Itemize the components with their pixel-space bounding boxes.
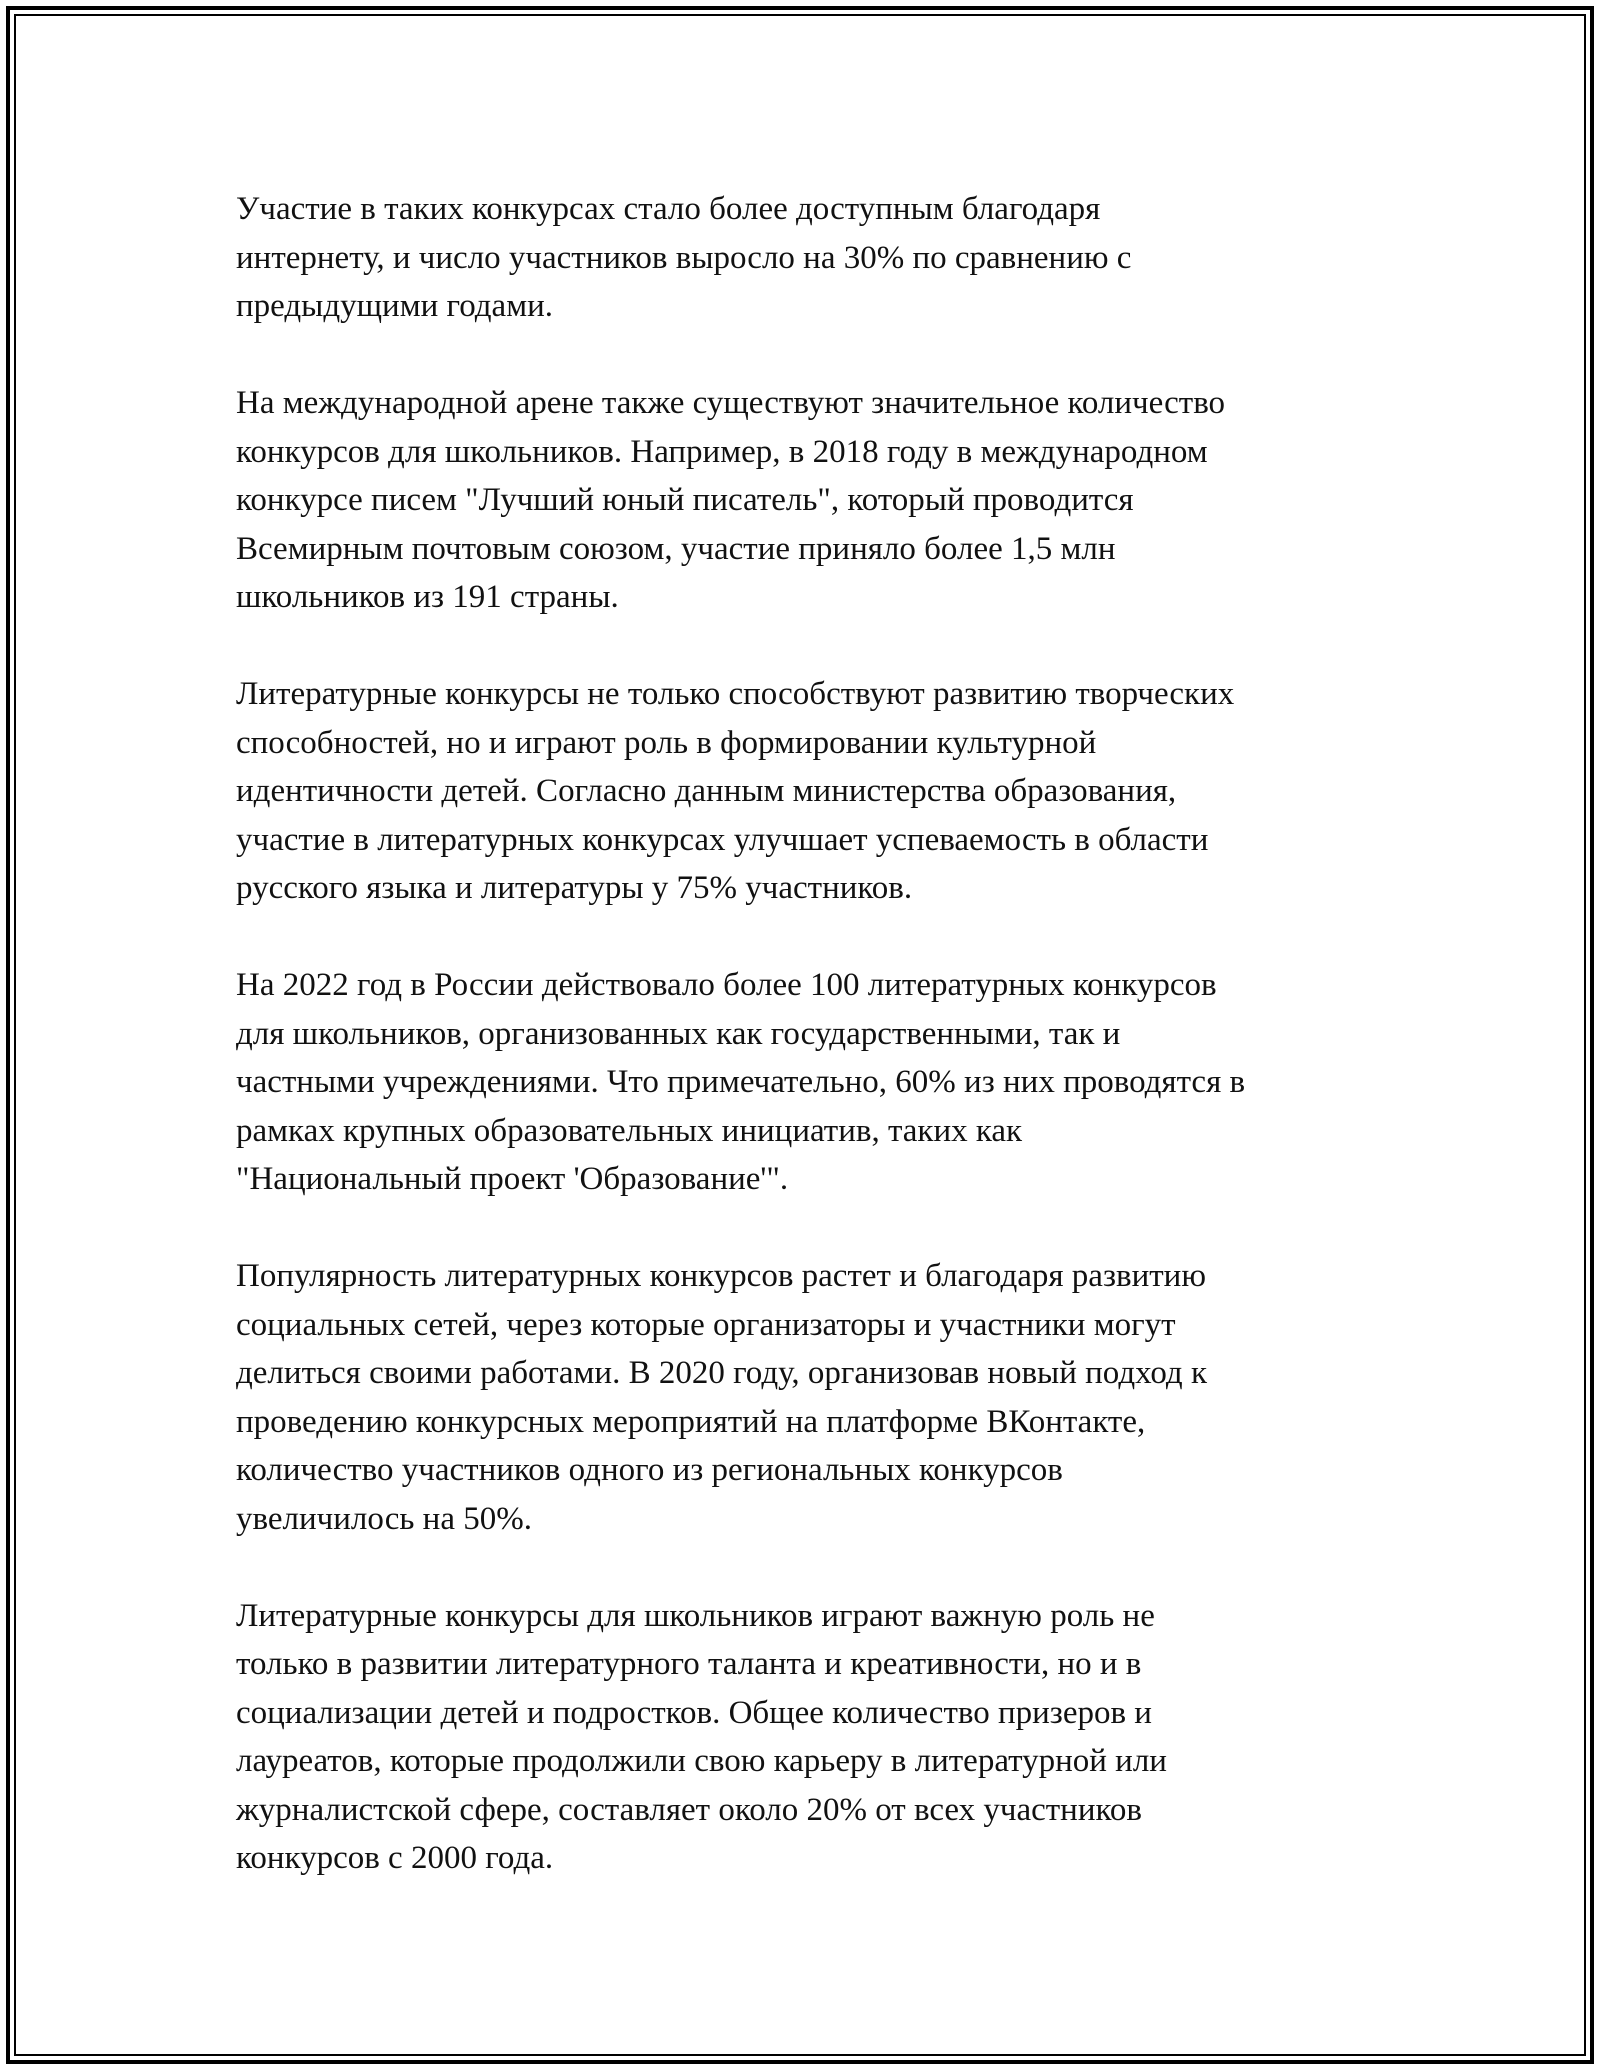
text-line: увеличилось на 50%.	[236, 1500, 532, 1537]
text-line: Литературные конкурсы не только способствуют развитию творческих	[236, 676, 1235, 712]
paragraph-1	[236, 185, 1436, 331]
paragraph-6	[236, 1592, 1436, 1883]
text-line: для школьников, организованных как государственными, так и	[236, 1015, 1121, 1052]
paragraph-3	[236, 670, 1436, 913]
text-line: На международной арене также существуют значительное количество	[236, 385, 1226, 421]
text-line: конкурсов с 2000 года.	[236, 1840, 554, 1876]
text-line: идентичности детей. Согласно данным министерства образования,	[236, 773, 1177, 809]
text-line: делиться своими работами. В 2020 году, организовав новый подход к	[236, 1355, 1208, 1391]
text-line: На 2022 год в России действовало более 100 литературных конкурсов	[236, 967, 1217, 1003]
text-line: конкурсов для школьников. Например, в 2018 году в международном	[236, 433, 1208, 470]
text-line: только в развитии литературного таланта и креативности, но и в	[236, 1646, 1142, 1682]
paragraph-2	[236, 379, 1436, 622]
text-line: способностей, но и играют роль в формировании культурной	[236, 724, 1097, 761]
text-line: Всемирным почтовым союзом, участие приняло более 1,5 млн	[236, 530, 1116, 567]
text-line: Популярность литературных конкурсов растет и благодаря развитию	[236, 1258, 1206, 1294]
text-line: участие в литературных конкурсах улучшает успеваемость в области	[236, 821, 1209, 858]
text-line: социальных сетей, через которые организаторы и участники могут	[236, 1306, 1176, 1343]
text-line: журналистской сфере, составляет около 20% от всех участников	[236, 1791, 1142, 1828]
text-line: "Национальный проект 'Образование'".	[236, 1161, 789, 1197]
text-line: количество участников одного из региональных конкурсов	[236, 1452, 1063, 1488]
text-line: социализации детей и подростков. Общее количество призеров и	[236, 1694, 1152, 1731]
text-line: школьников из 191 страны.	[236, 579, 619, 615]
text-line: частными учреждениями. Что примечательно, 60% из них проводятся в	[236, 1064, 1246, 1100]
paragraph-4	[236, 961, 1436, 1204]
text-line: лауреатов, которые продолжили свою карьеру в литературной или	[236, 1743, 1167, 1779]
text-line: интернету, и число участников выросло на 30% по сравнению с	[236, 239, 1132, 276]
paragraph-5	[236, 1252, 1436, 1543]
document-body	[236, 185, 1436, 1931]
text-line: рамках крупных образовательных инициатив, таких как	[236, 1112, 1023, 1149]
text-line: Литературные конкурсы для школьников играют важную роль не	[236, 1597, 1155, 1634]
text-line: русского языка и литературы у 75% участников.	[236, 870, 913, 906]
text-line: проведению конкурсных мероприятий на платформе ВКонтакте,	[236, 1403, 1146, 1440]
text-line: Участие в таких конкурсах стало более доступным благодаря	[236, 191, 1101, 227]
text-line: конкурсе писем "Лучший юный писатель", который проводится	[236, 482, 1134, 518]
text-line: предыдущими годами.	[236, 288, 553, 324]
